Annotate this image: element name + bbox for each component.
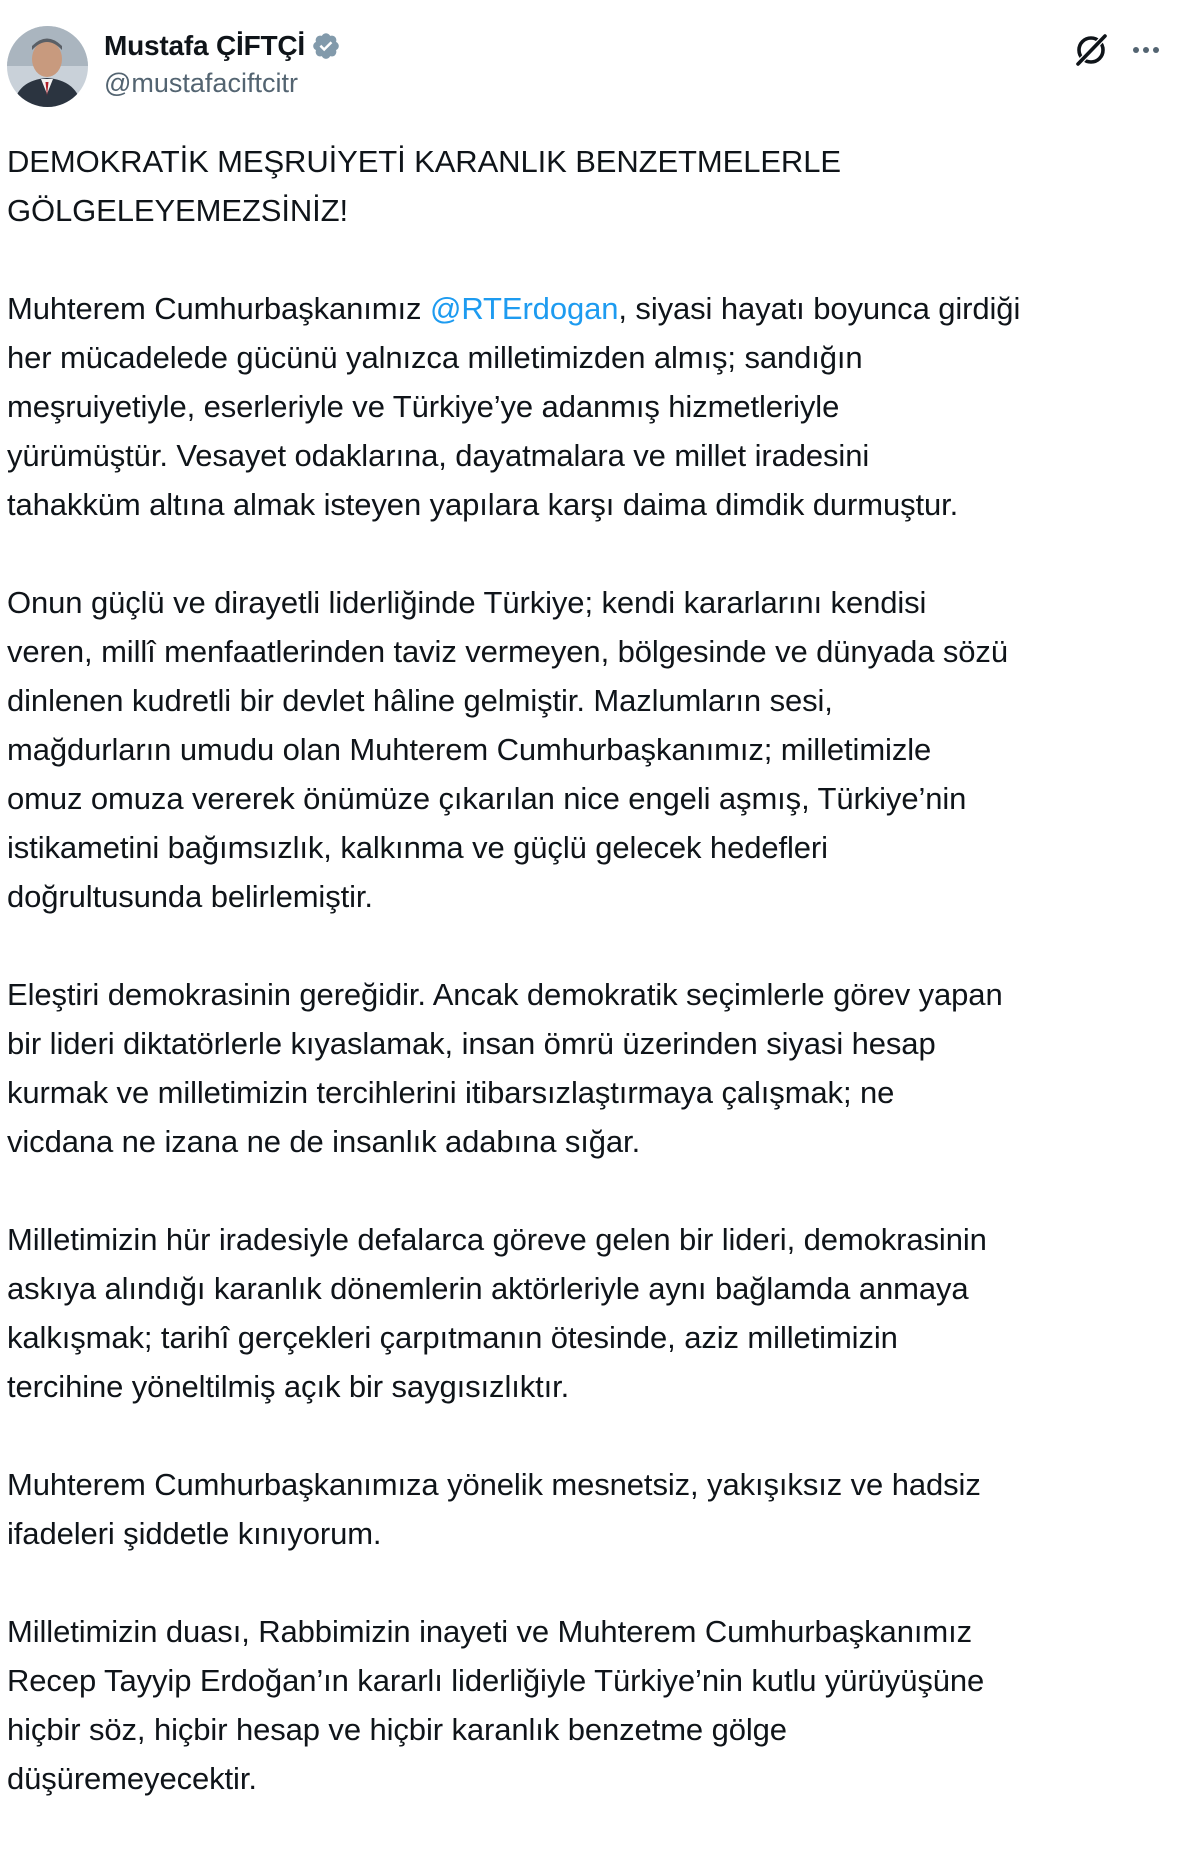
text-line: Onun güçlü ve dirayetli liderliğinde Türkiye; kendi kararlarını kendisi xyxy=(7,585,927,620)
text-line: tahakküm altına almak isteyen yapılara karşı daima dimdik durmuştur. xyxy=(7,487,959,522)
text-line: düşüremeyecektir. xyxy=(7,1761,257,1796)
avatar-image xyxy=(7,26,88,107)
text-line: Muhterem Cumhurbaşkanımıza yönelik mesnetsiz, yakışıksız ve hadsiz xyxy=(7,1467,981,1502)
paragraph-3 xyxy=(7,578,1192,921)
grok-icon[interactable] xyxy=(1071,30,1111,70)
author-handle[interactable]: @mustafaciftcitr xyxy=(104,68,298,98)
paragraph-1 xyxy=(7,137,1192,235)
text-line: askıya alındığı karanlık dönemlerin aktörleriyle aynı bağlamda anmaya xyxy=(7,1271,969,1306)
text-line: kalkışmak; tarihî gerçekleri çarpıtmanın ötesinde, aziz milletimizin xyxy=(7,1320,898,1355)
text-line: yürümüştür. Vesayet odaklarına, dayatmalara ve millet iradesini xyxy=(7,438,870,473)
display-name-row xyxy=(104,26,341,66)
paragraph-7 xyxy=(7,1607,1192,1803)
paragraph-2 xyxy=(7,284,1192,529)
text-line: vicdana ne izana ne de insanlık adabına sığar. xyxy=(7,1124,641,1159)
text-line: hiçbir söz, hiçbir hesap ve hiçbir karanlık benzetme gölge xyxy=(7,1712,787,1747)
text-line: mağdurların umudu olan Muhterem Cumhurbaşkanımız; milletimizle xyxy=(7,732,932,767)
more-options-icon[interactable] xyxy=(1126,30,1166,70)
text-line: tercihine yöneltilmiş açık bir saygısızlıktır. xyxy=(7,1369,570,1404)
text-line: meşruiyetiyle, eserleriyle ve Türkiye’ye adanmış hizmetleriyle xyxy=(7,389,840,424)
text-line: DEMOKRATİK MEŞRUİYETİ KARANLIK BENZETMELERLE xyxy=(7,144,841,179)
text-line: dinlenen kudretli bir devlet hâline gelmiştir. Mazlumların sesi, xyxy=(7,683,833,718)
paragraph-6 xyxy=(7,1460,1192,1558)
text-line: Milletimizin hür iradesiyle defalarca göreve gelen bir lideri, demokrasinin xyxy=(7,1222,987,1257)
avatar[interactable] xyxy=(7,26,88,107)
text-line: her mücadelede gücünü yalnızca milletimizden almış; sandığın xyxy=(7,340,863,375)
text-segment: , siyasi hayatı boyunca girdiği xyxy=(618,291,1021,326)
mention-link[interactable]: @RTErdogan xyxy=(429,291,619,326)
text-line: GÖLGELEYEMEZSİNİZ! xyxy=(7,193,349,228)
text-line: istikametini bağımsızlık, kalkınma ve güçlü gelecek hedefleri xyxy=(7,830,828,865)
text-line: ifadeleri şiddetle kınıyorum. xyxy=(7,1516,382,1551)
text-line: doğrultusunda belirlemiştir. xyxy=(7,879,373,914)
author-display-name[interactable]: Mustafa ÇİFTÇİ xyxy=(104,30,305,61)
tweet-text xyxy=(7,137,1192,1852)
tweet-header xyxy=(0,22,1200,112)
text-line xyxy=(7,284,1192,333)
verified-badge-icon xyxy=(311,31,341,61)
paragraph-5 xyxy=(7,1215,1192,1411)
text-line: veren, millî menfaatlerinden taviz vermeyen, bölgesinde ve dünyada sözü xyxy=(7,634,1008,669)
text-line: Recep Tayyip Erdoğan’ın kararlı liderliğiyle Türkiye’nin kutlu yürüyüşüne xyxy=(7,1663,985,1698)
text-line: Milletimizin duası, Rabbimizin inayeti ve Muhterem Cumhurbaşkanımız xyxy=(7,1614,972,1649)
author-names xyxy=(104,26,341,99)
text-line: kurmak ve milletimizin tercihlerini itibarsızlaştırmaya çalışmak; ne xyxy=(7,1075,895,1110)
text-line: omuz omuza vererek önümüze çıkarılan nice engeli aşmış, Türkiye’nin xyxy=(7,781,967,816)
text-line: bir lideri diktatörlerle kıyaslamak, insan ömrü üzerinden siyasi hesap xyxy=(7,1026,936,1061)
text-line: Eleştiri demokrasinin gereğidir. Ancak demokratik seçimlerle görev yapan xyxy=(7,977,1003,1012)
text-segment: Muhterem Cumhurbaşkanımız xyxy=(7,291,430,326)
paragraph-4 xyxy=(7,970,1192,1166)
